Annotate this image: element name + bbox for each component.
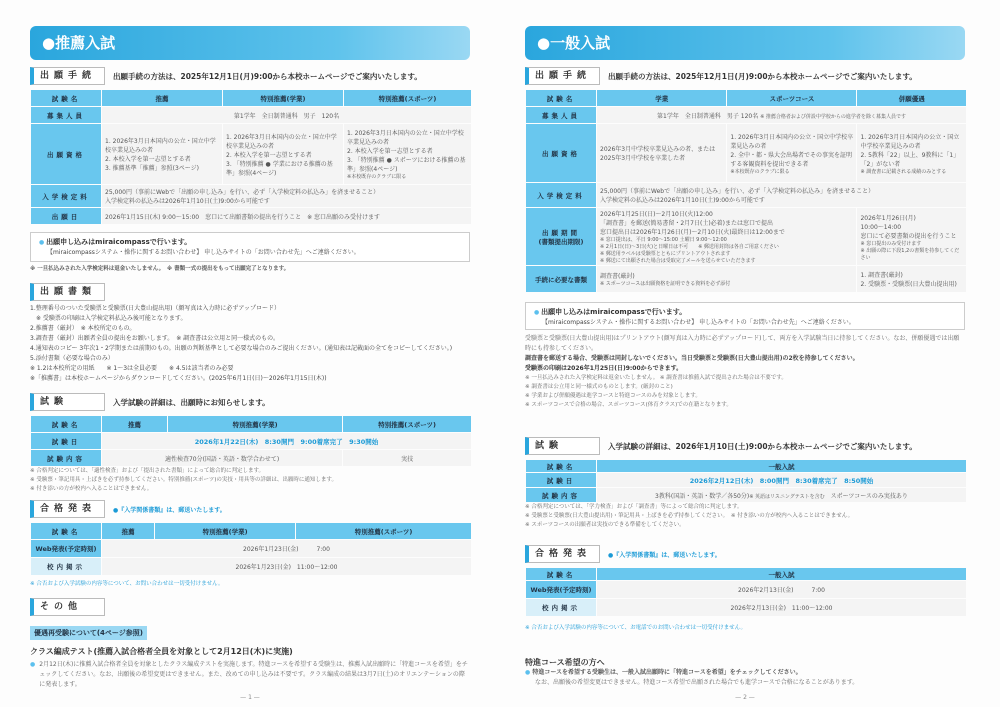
text-line: 受験票の印刷は2026年1月25日(日)9:00からできます。 bbox=[525, 365, 683, 372]
row-label: 校内掲示 bbox=[526, 599, 596, 616]
info-box bbox=[525, 302, 965, 330]
result-section bbox=[525, 545, 965, 631]
docs-sub: ※ スポーツコースは出願資格を証明できる資料を必ず添付 bbox=[600, 281, 731, 287]
row-label: 募集人員 bbox=[526, 107, 596, 123]
procedure-table bbox=[30, 89, 472, 225]
result-footnote: ※ 合否および入学試験の内容等について、お電話でのお問い合わせは一切受付けません。 bbox=[525, 625, 746, 631]
exam-table bbox=[525, 459, 967, 503]
capacity-cell: 第1学年 全日制普通科 男子 120名 bbox=[102, 107, 471, 123]
row-label: 出願資格 bbox=[526, 124, 596, 182]
fee-text: 25,000円（事前にWebで「出願の申し込み」を行い、必ず「入学検定料の払込み」を済ませること） bbox=[600, 188, 875, 195]
header-cell: 推薦 bbox=[102, 90, 222, 106]
header-cell: 特別推薦(学業) bbox=[168, 416, 342, 432]
section-note: ●『入学関係書類』は、郵送いたします。 bbox=[113, 506, 226, 514]
header-cell: 一般入試 bbox=[597, 460, 966, 472]
result-table bbox=[30, 522, 472, 576]
capacity-cell: 第1学年 全日制普通科 男子 120名 bbox=[657, 112, 759, 120]
page-banner: ●一般入試 bbox=[525, 26, 965, 60]
page-number: — 2 — bbox=[735, 694, 755, 701]
list-line: ※ 学業および併願優遇は進学コースと特進コースのみを対象とします。 bbox=[525, 393, 701, 399]
other-section bbox=[30, 598, 470, 690]
exam-date: 2026年1月22日(木) 8:30開門 9:00着席完了 9:30開始 bbox=[102, 433, 471, 449]
qual-cell: 1. 2026年3月日本国内の公立・国立中学校卒業見込みの者 2. 5教科「22」以上、9教科に「1」「2」がない者 bbox=[860, 133, 960, 168]
row-label: 出願期間 bbox=[542, 228, 580, 237]
info-text: 【miraicompassシステム・操作に関するお問い合わせ】 申し込みサイトの「お問い合わせ先」へご連絡ください。 bbox=[47, 249, 360, 256]
tokushin-line: なお、出願後の希望変更はできません。特進コース希望で出願された場合でも進学コースで合格になることがあります。 bbox=[535, 679, 859, 686]
header-cell: 特別推薦(スポーツ) bbox=[296, 523, 471, 539]
fee-text-2: 入学検定料の払込みは2026年1月10日(土)9:00から可能です bbox=[105, 198, 270, 205]
web-result: 2026年1月23日(金) 7:00 bbox=[102, 540, 471, 557]
section-note: 入学試験の詳細は、出願時にお知らせします。 bbox=[113, 397, 270, 407]
qual-cell: 1. 2026年3月日本国内の公立・国立中学校卒業見込みの者 2. 本校入学を第一志望とする者 3. 推薦基準「推薦」参照(3ページ) bbox=[102, 124, 222, 184]
exam-section bbox=[525, 437, 965, 530]
procedure-section bbox=[525, 67, 965, 293]
qual-cell: 2026年3月中学校卒業見込みの者、または2025年3月中学校を卒業した者 bbox=[597, 124, 726, 182]
period-pref: 2026年1月26日(月) 10:00〜14:00 窓口にて必要書類の提出を行うこと bbox=[860, 214, 957, 240]
row-label: 出願日 bbox=[31, 208, 101, 224]
capacity-sub: ※ 推薦合格者および併設中学校からの進学者を除く募集人員です bbox=[760, 113, 906, 120]
period-text: 2026年1月25日(日)〜2月10日(火)12:00 「調査書」を郵送(簡易書留・2月7日(土)必着)または窓口で提出 窓口提出日は2026年1月26日(月)〜2月10日(火)最終日は12:00まで bbox=[600, 211, 785, 236]
row-label: 入学検定料 bbox=[526, 183, 596, 207]
fee-text: 25,000円（事前にWebで「出願の申し込み」を行い、必ず「入学検定料の払込み」を済ませること） bbox=[105, 189, 380, 196]
info-text: 【miraicompassシステム・操作に関するお問い合わせ】 申し込みサイトの「お問い合わせ先」へご連絡ください。 bbox=[542, 319, 855, 326]
exam-notes bbox=[525, 503, 965, 530]
board-result: 2026年1月23日(金) 11:00〜12:00 bbox=[102, 558, 471, 575]
docs-text: 調査書(厳封) bbox=[600, 273, 635, 280]
web-result: 2026年2月13日(金) 7:00 bbox=[597, 581, 966, 598]
text-line: 受験票と受験票(日大豊山提出用)はプリントアウト(顔写真は入力時に必ずアップロード)して、両方を入学試験当日に持参してください。なお、併願優遇では出願時にも持参してください。 bbox=[525, 335, 960, 352]
row-label-sub: (書類提出期限) bbox=[538, 237, 584, 246]
section-heading: その他 bbox=[30, 598, 105, 616]
list-line: ※ 一旦払込みされた入学検定料は返金いたしません。 ※ 調査書は推薦入試で提出された場合は不要です。 bbox=[525, 375, 787, 381]
qual-sub: ※ 調査書に記載される成績のみとする bbox=[860, 168, 947, 175]
info-title: 出願申し込みはmiraicompassで行います。 bbox=[541, 308, 687, 316]
section-heading: 合格発表 bbox=[525, 545, 600, 563]
dot-icon: ● bbox=[30, 661, 36, 668]
list-line: ※ 受験票・筆記用具・上ばきを必ず持参してください。特別推薦(スポーツ)の実技・用具等の詳細は、出願時に通知します。 bbox=[30, 477, 337, 483]
section-heading: 出願手続 bbox=[30, 67, 105, 85]
result-section bbox=[30, 500, 470, 587]
header-cell: 併願優遇 bbox=[857, 90, 966, 106]
fee-text-2: 入学検定料の払込みは2026年1月10日(土)9:00から可能です bbox=[600, 197, 765, 204]
qual-sub: ※本校既存のクラブに限る bbox=[730, 168, 790, 175]
date-cell: 2026年1月15日(木) 9:00〜15:00 窓口にて出願書類の提出を行うこと ※ 窓口出願のみ受付けます bbox=[102, 208, 471, 224]
notes-block bbox=[525, 334, 965, 410]
section-note: 出願手続の方法は、2025年12月1日(月)9:00から本校ホームページでご案内いたします。 bbox=[113, 71, 422, 81]
header-cell: 特別推薦(学業) bbox=[223, 90, 343, 106]
info-title: 出願申し込みはmiraicompassで行います。 bbox=[46, 238, 192, 246]
row-label: 試験日 bbox=[31, 433, 101, 449]
period-notes: ※ 窓口提出は、平日 9:00〜15:00 土曜日 9:00〜12:00 ※ 2月1日(日)〜3日(火)と日曜日は不可 ※ 郵送用封筒は各自ご用意ください ※ 郵送用ラベルは受験票とともにプリントアウトされます ※ 郵送にて出願された場合は受取完了メールを送らせていただきます bbox=[600, 237, 779, 264]
period-pref-notes: ※ 窓口提出のみ受付けます ※ 出願の際に下段1,2の書類を持参してください bbox=[860, 240, 960, 261]
tokushin-line: 特進コースを希望する受験生は、一般入試出願時に「特進コースを希望」をチェックしてください。 bbox=[532, 669, 802, 676]
result-footnote: ※ 合否および入学試験の内容等について、お問い合わせは一切受付けません。 bbox=[30, 581, 224, 587]
exam-content: 適性検査70分(国語・英語・数学合わせて) bbox=[102, 450, 342, 466]
qual-cell: 1. 2026年3月日本国内の公立・国立中学校卒業見込みの者 2. 本校入学を第一志望とする者 3. 「特別推薦 ● スポーツにおける推薦の基準」参照(4ページ) bbox=[347, 130, 466, 173]
exam-section bbox=[30, 393, 470, 494]
tokushin-section bbox=[525, 657, 965, 688]
qual-cell: 1. 2026年3月日本国内の公立・国立中学校卒業見込みの者 2. 本校入学を第一志望とする者 3. 「特別推薦 ● 学業における推薦の基準」参照(4ページ) bbox=[223, 124, 343, 184]
list-line: 1.整理番号のついた受験票と受験票(日大豊山提出用)（顔写真は入力時に必ずアップロード） bbox=[30, 305, 280, 312]
header-cell: 一般入試 bbox=[597, 568, 966, 580]
tokushin-title: 特進コース希望の方へ bbox=[525, 658, 605, 667]
page-2 bbox=[525, 0, 970, 707]
exam-content-sports: 実技 bbox=[343, 450, 471, 466]
row-label: Web発表(予定時刻) bbox=[31, 540, 101, 557]
section-heading: 出願手続 bbox=[525, 67, 600, 85]
dot-icon: ● bbox=[534, 309, 540, 316]
row-label: Web発表(予定時刻) bbox=[526, 581, 596, 598]
qual-cell: 1. 2026年3月日本国内の公立・国立中学校卒業見込みの者 2. 全中・都・県大会出場者でその事実を証明する客観資料を提出できる者 bbox=[730, 133, 854, 168]
documents-section bbox=[30, 283, 470, 384]
list-line: 3.調査書（厳封）出願者全員の提出をお願いします。 ※ 調査書は公立用と同一様式のもの。 bbox=[30, 335, 279, 342]
header-cell: スポーツコース bbox=[727, 90, 856, 106]
list-line: ※ 1.2は本校所定の用紙 ※ 1〜3は全員必要 ※ 4.5は該当者のみ必要 bbox=[30, 365, 234, 372]
row-label: 校内掲示 bbox=[31, 558, 101, 575]
list-line: ※ 受験票の印刷は入学検定料払込み後可能となります。 bbox=[30, 315, 187, 322]
text-line: 調査書を郵送する場合、受験票は同封しないでください。当日受験票と受験票(日大豊山提出用)の2枚を持参してください。 bbox=[525, 355, 859, 362]
qual-sub: ※本校既存のクラブに限る bbox=[347, 174, 407, 180]
list-line: ※ 合格判定については、「学力検査」および「調査書」等によって総合的に判定します。 bbox=[525, 504, 743, 510]
highlight-label: 優遇再受験について(4ページ参照) bbox=[30, 626, 147, 640]
row-label: 試験内容 bbox=[526, 488, 596, 502]
documents-list bbox=[30, 304, 470, 384]
dot-icon: ● bbox=[525, 669, 531, 676]
result-table bbox=[525, 567, 967, 617]
header-cell: 推薦 bbox=[102, 523, 154, 539]
header-cell: 特別推薦(スポーツ) bbox=[344, 90, 471, 106]
row-label: 試験日 bbox=[526, 473, 596, 487]
header-cell: 試験名 bbox=[31, 90, 101, 106]
page-number: — 1 — bbox=[240, 694, 260, 701]
refund-note: ※ 一旦払込みされた入学検定料は返金いたしません。 ※ 書類一式の提出をもって出願完了となります。 bbox=[30, 266, 290, 272]
dot-icon: ● bbox=[39, 239, 45, 246]
exam-notes bbox=[30, 467, 470, 494]
row-label: 入学検定料 bbox=[31, 185, 101, 207]
row-label: 出願資格 bbox=[31, 124, 101, 184]
exam-content-sports: スポーツコースのみ実技あり bbox=[830, 492, 908, 500]
section-note: 入学試験の詳細は、2026年1月10日(土)9:00から本校ホームページでご案内いたします。 bbox=[608, 441, 917, 451]
section-heading: 試験 bbox=[525, 437, 600, 455]
row-label: 募集人員 bbox=[31, 107, 101, 123]
row-label: 手続に必要な書類 bbox=[526, 266, 596, 292]
header-cell: 特別推薦(スポーツ) bbox=[343, 416, 471, 432]
list-line: ※ 合格判定については、「適性検査」および「提出された書類」によって総合的に判定します。 bbox=[30, 468, 265, 474]
list-line: 4.通知表のコピー 3年次1・2学期または前期のもの。出願の判断基準として必要な場合のみご提出ください。(通知表は記載面の全てをコピーしてください。) bbox=[30, 345, 453, 352]
info-box bbox=[30, 232, 470, 262]
exam-content: 3教科(国語・英語・数学／各50分) bbox=[655, 492, 750, 500]
procedure-table bbox=[525, 89, 967, 293]
list-line: ※ スポーツコースで合格の場合、スポーツコース(体育クラス)での在籍となります。 bbox=[525, 402, 732, 408]
header-cell: 学業 bbox=[597, 90, 726, 106]
exam-date: 2026年2月12日(木) 8:00開門 8:30着席完了 8:50開始 bbox=[597, 473, 966, 487]
section-heading: 合格発表 bbox=[30, 500, 105, 518]
list-line: ※ 付き添いの方が校内へ入ることはできません。 bbox=[30, 486, 153, 492]
procedure-section bbox=[30, 67, 470, 225]
header-cell: 試験名 bbox=[31, 416, 101, 432]
row-label: 試験名 bbox=[526, 568, 596, 580]
header-cell: 試験名 bbox=[31, 523, 101, 539]
header-cell: 推薦 bbox=[102, 416, 167, 432]
list-line: ※ スポーツコースの出願者は実技のできる準備をしてください。 bbox=[525, 522, 685, 528]
page-1 bbox=[30, 0, 475, 707]
docs-pref: 1. 調査書(厳封) 2. 受験票・受験票(日大豊山提出用) bbox=[857, 266, 966, 292]
page-banner: ●推薦入試 bbox=[30, 26, 470, 60]
class-test-text: 2月12日(木)に推薦入試合格者全員を対象としたクラス編成テストを実施します。特進コースを希望する受験生は、推薦入試出願時に「特進コースを希望」をチェックしてください。なお、出願後の希望変更はできません。また、改めての申し込みは不要です。クラス編成の結果は3月7日(土)のオリエンテーションの際に発表します。 bbox=[39, 661, 468, 688]
section-note: 出願手続の方法は、2025年12月1日(月)9:00から本校ホームページでご案内いたします。 bbox=[608, 71, 917, 81]
section-heading: 出願書類 bbox=[30, 283, 105, 301]
exam-content-sub: ※ 英語はリスニングテストを含む bbox=[749, 493, 825, 500]
header-cell: 特別推薦(学業) bbox=[155, 523, 295, 539]
section-note: ●『入学関係書類』は、郵送いたします。 bbox=[608, 551, 721, 559]
list-line: ※ 調査書は公立用と同一様式のものとします。(厳封のこと) bbox=[525, 384, 673, 390]
board-result: 2026年2月13日(金) 11:00〜12:00 bbox=[597, 599, 966, 616]
exam-table bbox=[30, 415, 472, 467]
row-label: 試験内容 bbox=[31, 450, 101, 466]
row-label: 試験名 bbox=[526, 460, 596, 472]
list-line: ※「推薦書」は本校ホームページからダウンロードしてください。(2025年6月1日(日)〜2026年1月15日(木)) bbox=[30, 375, 327, 382]
header-cell: 試験名 bbox=[526, 90, 596, 106]
list-line: ※ 受験票と受験票(日大豊山提出用)・筆記用具・上ばきを必ず持参してください。 ※ 付き添いの方が校内へ入ることはできません。 bbox=[525, 513, 854, 519]
list-line: 2.推薦書（厳封） ※ 本校所定のもの。 bbox=[30, 325, 136, 332]
section-heading: 試験 bbox=[30, 393, 105, 411]
list-line: 5.添付書類（必要な場合のみ） bbox=[30, 355, 114, 362]
class-test-title: クラス編成テスト(推薦入試合格者全員を対象として2月12日(木)に実施) bbox=[30, 647, 293, 656]
notes-list bbox=[525, 374, 965, 410]
